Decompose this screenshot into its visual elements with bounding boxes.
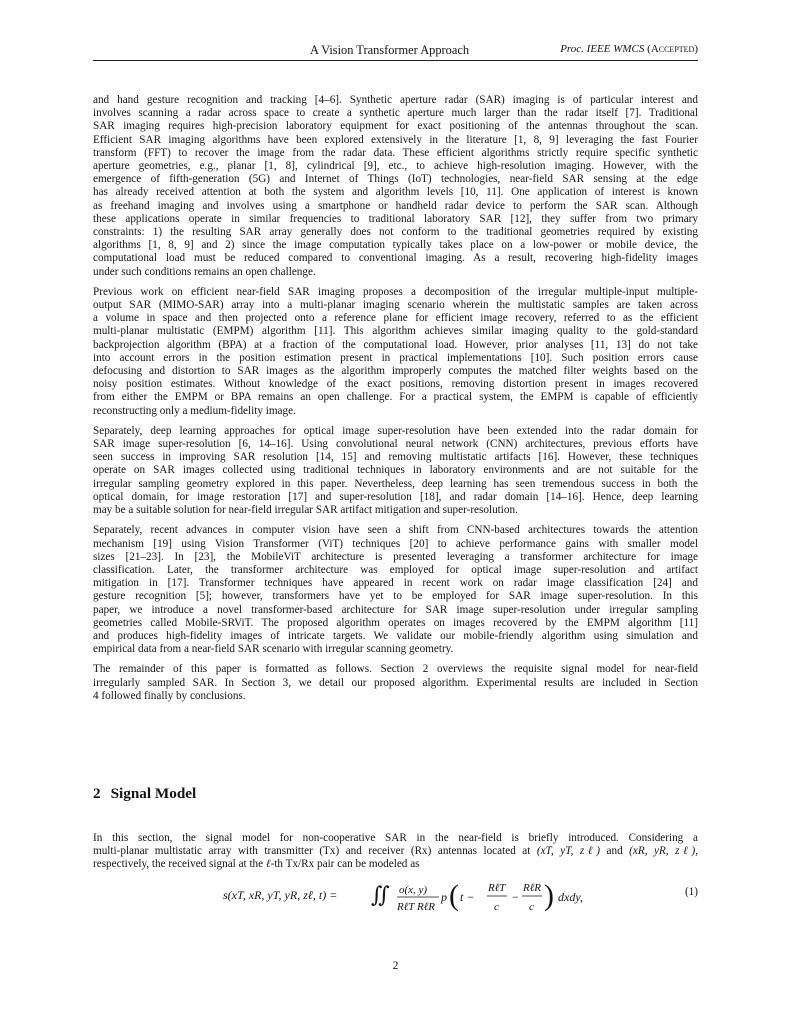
paragraph-line: gesture recognition [5]; however, transformers have yet to be employed for SAR image super-resolution. In this: [93, 590, 698, 603]
paragraph-line: algorithms [1, 8, 9] and 2) since the image computation typically takes place on a low-power or mobile device, the: [93, 239, 698, 252]
math-inline: (xR, yR, zℓ),: [629, 845, 699, 858]
paragraph-line: as freehand imaging and involves using a smartphone or handheld radar device to perform the SAR scan. Although: [93, 199, 698, 212]
paragraph-line: has already received attention at both the system and algorithm levels [10, 11]. One application of interest is known: [93, 186, 698, 199]
paragraph-line: multi-planar multistatic (EMPM) algorithm [11]. This algorithm achieves similar imaging quality to the gold-standard: [93, 325, 698, 338]
minus-sign: −: [512, 890, 519, 904]
paragraph-line: The remainder of this paper is formatted as follows. Section 2 overviews the requisite signal model for near-field: [93, 663, 698, 676]
paragraph-line: Separately, recent advances in computer vision have seen a shift from CNN-based architectures towards the attention: [93, 524, 698, 537]
paragraph-line: Separately, deep learning approaches for optical image super-resolution have been extended into the radar domain for: [93, 424, 698, 437]
equation-1: [93, 872, 698, 916]
paragraph-line: [93, 845, 698, 858]
section-paragraph: [93, 832, 698, 872]
paragraph: [93, 524, 698, 656]
paragraph: [93, 663, 698, 703]
body-text: [93, 94, 698, 710]
time-arg: t −: [460, 890, 475, 904]
paragraph-line: irregularly sampled SAR. In Section 3, we detail our proposed algorithm. Experimental results are included in Section: [93, 676, 698, 689]
paragraph-line: geometries called Mobile-SRViT. The proposed algorithm operates on images recovered by the EMPM algorithm [11]: [93, 616, 698, 629]
paragraph-line: irregular sampling geometry explored in this paper. Nevertheless, deep learning has seen tremendous success in both the: [93, 477, 698, 490]
header-rule: [93, 60, 698, 61]
paragraph-line: under such conditions remains an open challenge.: [93, 265, 316, 278]
paragraph-line: Previous work on efficient near-field SAR imaging proposes a decomposition of the irregular multiple-input multiple-: [93, 285, 698, 298]
page-number: 2: [392, 960, 399, 972]
fraction-numerator: RℓR: [523, 882, 542, 894]
right-paren: ): [544, 879, 554, 912]
paragraph-line: into account errors in the position estimation present in practical implementations [10]. Such position errors cause: [93, 351, 698, 364]
text-span: -th Tx/Rx pair can be modeled as: [270, 858, 420, 871]
paragraph-line: optical domain, for image restoration [17] and super-resolution [18], and radar domain [14–16]. Hence, deep learning: [93, 490, 698, 503]
paragraph-line: SAR image super-resolution [6, 14–16]. Using convolutional neural network (CNN) architectures, previous efforts have: [93, 438, 698, 451]
math-inline: (xT, yT, zℓ): [536, 845, 601, 858]
paragraph-line: computational load must be reduced compared to conventional imaging. As a result, recovering high-fidelity images: [93, 252, 698, 265]
running-header: [93, 43, 698, 59]
paragraph-line: may be a suitable solution for near-field irregular SAR artifact mitigation and super-resolution.: [93, 504, 518, 517]
paragraph-line: defocusing and distortion to SAR images as the algorithm improperly computes the matched filter weights based on the: [93, 365, 698, 378]
pulse-symbol: p: [441, 890, 447, 904]
paragraph-line: emergence of fifth-generation (5G) and Internet of Things (IoT) technologies, near-field SAR sensing at the edge: [93, 173, 698, 186]
paragraph-line: and produces high-fidelity images of intricate targets. We validate our mobile-friendly algorithm using simulation and: [93, 629, 698, 642]
paragraph-line: and hand gesture recognition and tracking [4–6]. Synthetic aperture radar (SAR) imaging is of particular interest and: [93, 94, 698, 106]
fraction-denominator: c: [494, 901, 499, 913]
paragraph-line: mitigation in [17]. Transformer techniques have appeared in recent work on radar image classification [24] and: [93, 577, 698, 590]
paragraph-line: seen success in improving SAR resolution [14, 15] and removing multistatic artifacts [16]. However, these techniques: [93, 451, 698, 464]
header-venue: [560, 43, 698, 55]
paragraph-line: classification. Later, the transformer architecture was employed for optical image super-resolution and artifact: [93, 563, 698, 576]
fraction-numerator: o(x, y): [399, 884, 428, 896]
section-heading: [93, 785, 196, 803]
paragraph-line: noisy position estimates. Without knowledge of the exact positions, removing distortion present in images recovered: [93, 378, 698, 391]
fraction-numerator: RℓT: [488, 882, 506, 894]
paragraph-line: aperture geometries, e.g., planar [1, 8], cylindrical [9], etc., to achieve high-resolution imaging. However, with the: [93, 160, 698, 173]
paragraph-line: SAR imaging requires high-precision laboratory equipment for exact positioning of the antennas throughout the scan.: [93, 120, 698, 133]
equation-lhs: s(xT, xR, yT, yR, zℓ, t) =: [223, 888, 338, 902]
equation-number: (1): [684, 886, 698, 898]
section-title: Signal Model: [110, 785, 197, 802]
paragraph: [93, 425, 698, 517]
header-title: A Vision Transformer Approach: [310, 43, 470, 57]
paragraph-line: reconstructing only a medium-fidelity image.: [93, 404, 296, 417]
paragraph-line: operate on SAR images collected using traditional techniques in laboratory environments and are not suitable for the: [93, 464, 698, 477]
paragraph-line: mechanism [19] using Vision Transformer (ViT) techniques [20] to achieve performance gains with smaller model: [93, 537, 698, 550]
venue-status: (Accepted): [647, 43, 698, 55]
fraction-denominator: c: [529, 901, 534, 913]
paragraph-line: Efficient SAR imaging algorithms have been explored extensively in the literature [1, 8, 9] leveraging the fast Fourier: [93, 133, 698, 146]
differential: dxdy,: [558, 890, 583, 904]
paragraph-line: sizes [21–23]. In [23], the MobileViT architecture is presented leveraging a transformer architecture for image: [93, 550, 698, 563]
paragraph-line: 4 followed finally by conclusions.: [93, 689, 246, 702]
paragraph-line: involves scanning a radar across space to create a synthetic aperture much larger than the radar itself [7]. Traditional: [93, 107, 698, 120]
paragraph-line: output SAR (MIMO-SAR) array into a multi-planar imaging scenario wherein the multistatic samples are taken across: [93, 299, 698, 312]
venue-name: Proc. IEEE WMCS: [560, 43, 645, 55]
paragraph-line: a volume in space and then projected onto a reference plane for efficient image recovery, referred to as the efficient: [93, 312, 698, 325]
text-span: respectively, the received signal at the: [93, 858, 264, 871]
left-paren: (: [449, 879, 459, 912]
paragraph-line: empirical data from a near-field SAR scenario with irregular scanning geometry.: [93, 643, 454, 656]
text-span: and: [606, 845, 623, 858]
paragraph-line: [93, 858, 698, 871]
paragraph-line: these applications operate in similar frequencies to traditional laboratory SAR [12], they suffer from two primary: [93, 212, 698, 225]
paragraph-line: backprojection algorithm (BPA) at a fraction of the computational load. However, prior analyses [11, 13] do not take: [93, 338, 698, 351]
paragraph-line: transform (FFT) to recover the image from the radar data. These efficient algorithms strictly require specific synthetic: [93, 146, 698, 159]
integral-sign: ∬: [371, 882, 390, 907]
paragraph-line: In this section, the signal model for non-cooperative SAR in the near-field is briefly introduced. Considering a: [93, 832, 698, 844]
paragraph-line: from either the EMPM or BPA remains an open challenge. For a practical system, the EMPM is capable of efficiently: [93, 391, 698, 404]
equation-graphic: [93, 872, 653, 916]
paragraph-line: constraints: 1) the resulting SAR array generally does not conform to the traditional geometries required by existing: [93, 226, 698, 239]
math-inline: ℓ: [265, 858, 271, 871]
text-span: multi-planar multistatic array with transmitter (Tx) and receiver (Rx) antennas located at: [93, 845, 531, 858]
section-number: 2: [93, 785, 101, 802]
paragraph-line: paper, we introduce a novel transformer-based architecture for SAR image super-resolution under irregular sampling: [93, 603, 698, 616]
fraction-denominator: RℓT RℓR: [397, 901, 435, 913]
paragraph: [93, 286, 698, 418]
paragraph: [93, 94, 698, 279]
